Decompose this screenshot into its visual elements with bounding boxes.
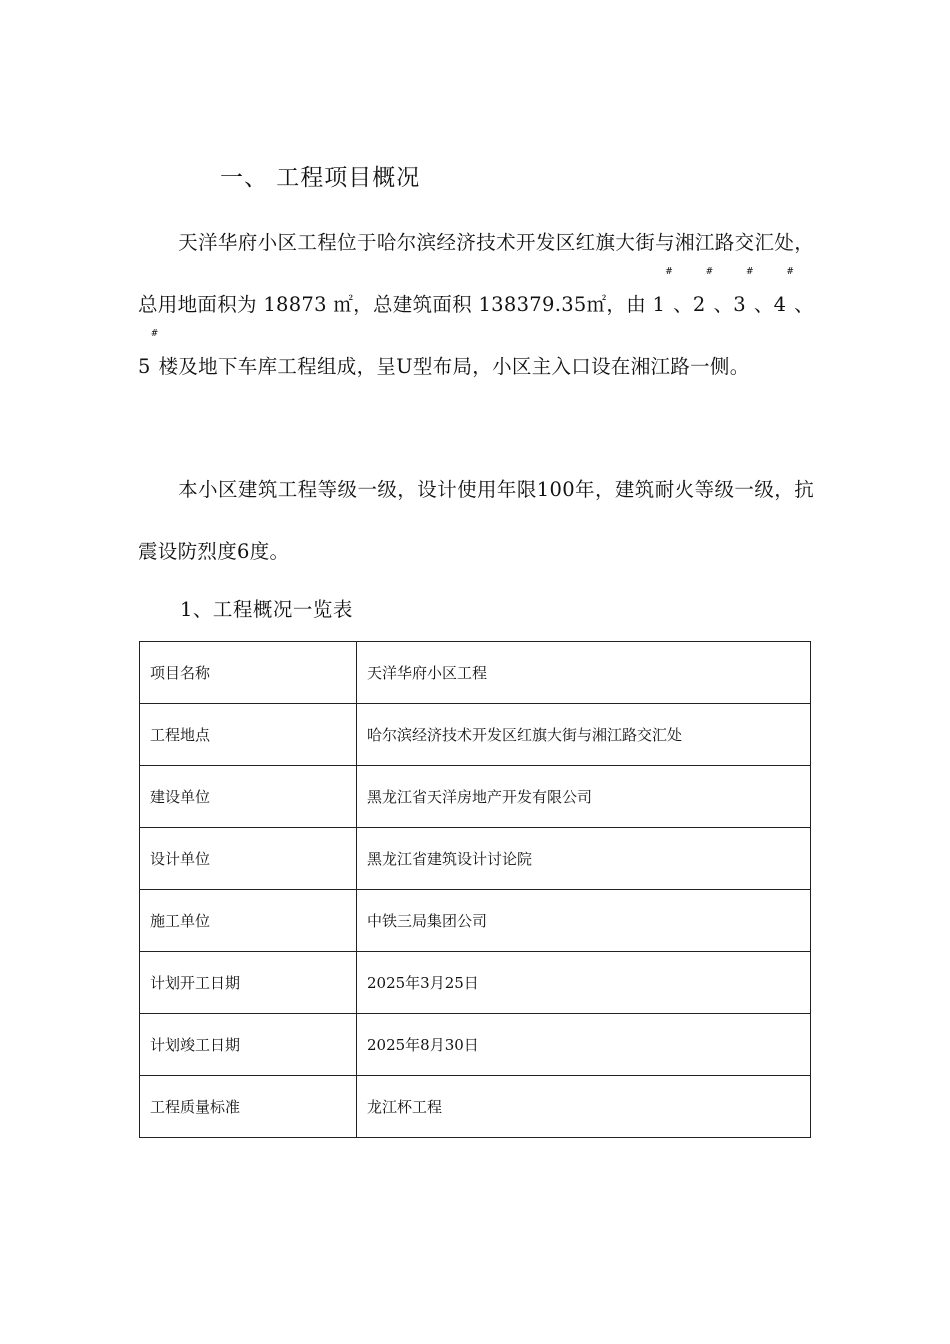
building-grade-paragraph	[138, 459, 814, 583]
row-value: 哈尔滨经济技术开发区红旗大街与湘江路交汇处	[357, 704, 811, 766]
paragraph-text: 、3	[713, 293, 746, 316]
table-row	[140, 890, 811, 952]
row-label: 工程地点	[140, 704, 357, 766]
row-label: 施工单位	[140, 890, 357, 952]
section-heading: 一、 工程项目概况	[220, 165, 421, 191]
table-row	[140, 642, 811, 704]
building-number-mark: #	[786, 267, 795, 277]
row-label: 工程质量标准	[140, 1076, 357, 1138]
table-row	[140, 1076, 811, 1138]
table-title: 1、工程概况一览表	[180, 598, 353, 621]
project-description-paragraph	[138, 212, 814, 398]
row-label: 计划开工日期	[140, 952, 357, 1014]
table-row	[140, 952, 811, 1014]
table-row	[140, 1014, 811, 1076]
paragraph-text: 、5	[138, 293, 814, 378]
paragraph-text: 、4	[753, 293, 787, 316]
building-number-mark: #	[705, 267, 714, 277]
row-value: 2025年3月25日	[357, 952, 811, 1014]
row-value: 2025年8月30日	[357, 1014, 811, 1076]
table-row	[140, 704, 811, 766]
building-number-mark: #	[745, 267, 754, 277]
building-number-mark: #	[150, 329, 159, 339]
row-value: 天洋华府小区工程	[357, 642, 811, 704]
table-row	[140, 766, 811, 828]
row-label: 设计单位	[140, 828, 357, 890]
building-number-mark: #	[665, 267, 674, 277]
paragraph-text: 、2	[673, 293, 706, 316]
row-label: 计划竣工日期	[140, 1014, 357, 1076]
row-value: 龙江杯工程	[357, 1076, 811, 1138]
row-value: 黑龙江省建筑设计讨论院	[357, 828, 811, 890]
paragraph-text: 楼及地下车库工程组成，呈U型布局，小区主入口设在湘江路一侧。	[158, 355, 750, 378]
paragraph-text: 天洋华府小区工程位于哈尔滨经济技术开发区红旗大街与湘江路交汇处，总用地面积为 18873 ㎡，总建筑面积 138379.35㎡，由 1	[138, 231, 814, 316]
row-label: 项目名称	[140, 642, 357, 704]
row-value: 黑龙江省天洋房地产开发有限公司	[357, 766, 811, 828]
project-overview-table	[139, 641, 811, 1138]
table-row	[140, 828, 811, 890]
paragraph-text: 本小区建筑工程等级一级，设计使用年限100年，建筑耐火等级一级，抗震设防烈度6度。	[138, 478, 814, 563]
row-value: 中铁三局集团公司	[357, 890, 811, 952]
row-label: 建设单位	[140, 766, 357, 828]
